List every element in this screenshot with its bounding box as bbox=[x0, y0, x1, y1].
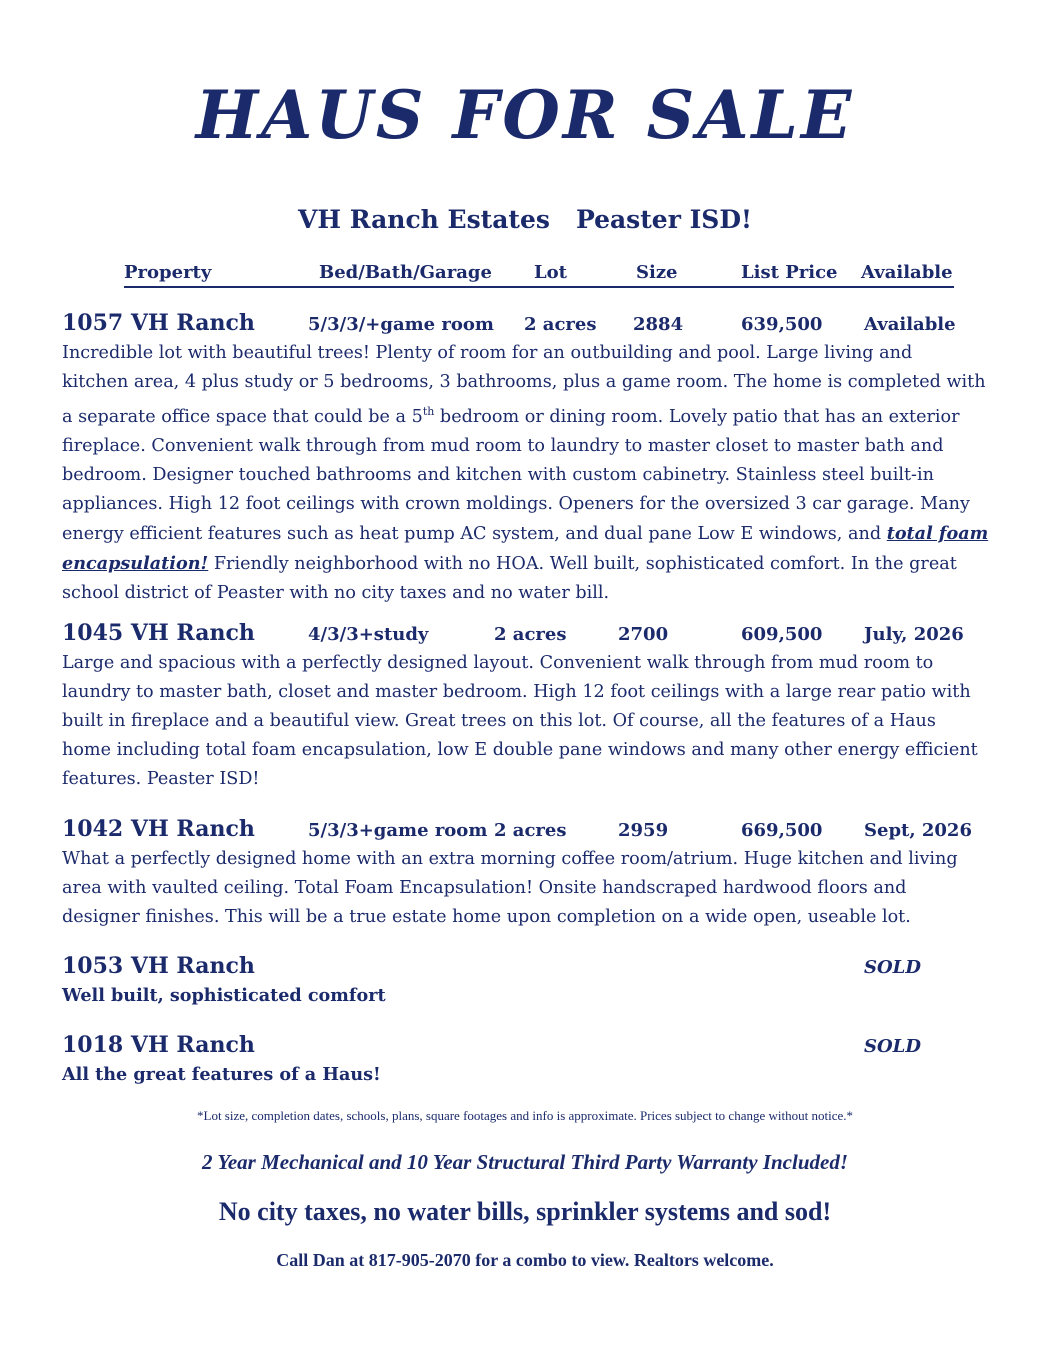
column-headers bbox=[124, 262, 954, 288]
sold-1053 bbox=[62, 952, 992, 1010]
listing-size: 2700 bbox=[618, 624, 669, 645]
description-line: area with vaulted ceiling. Total Foam Encapsulation! Onsite handscraped hardwood floors and bbox=[62, 878, 907, 898]
listing-row bbox=[62, 309, 992, 339]
description-line: kitchen area, 4 plus study or 5 bedrooms, 3 bathrooms, plus a game room. The home is completed with bbox=[62, 372, 986, 392]
listing-address: 1057 VH Ranch bbox=[62, 310, 255, 336]
warranty-note: 2 Year Mechanical and 10 Year Structural Third Party Warranty Included! bbox=[201, 1150, 849, 1174]
sold-address: 1018 VH Ranch bbox=[62, 1032, 255, 1058]
listing-description bbox=[62, 649, 992, 794]
sold-address: 1053 VH Ranch bbox=[62, 953, 255, 979]
sold-tagline: Well built, sophisticated comfort bbox=[62, 985, 386, 1006]
listing-size: 2884 bbox=[633, 314, 684, 335]
listing-address: 1042 VH Ranch bbox=[62, 816, 255, 842]
subdivision-name: VH Ranch Estates bbox=[298, 205, 550, 234]
listing-bed-bath-garage: 5/3/3+game room bbox=[308, 820, 488, 841]
description-line: school district of Peaster with no city taxes and no water bill. bbox=[62, 582, 610, 603]
foam-emphasis: total foam bbox=[886, 522, 989, 544]
listing-1042 bbox=[62, 815, 992, 932]
no-taxes-note: No city taxes, no water bills, sprinkler systems and sod! bbox=[218, 1197, 832, 1226]
description-line: energy efficient features such as heat pump AC system, and dual pane Low E windows, and bbox=[62, 523, 882, 544]
listing-row bbox=[62, 619, 992, 649]
disclaimer: *Lot size, completion dates, schools, plans, square footages and info is approximate. Prices subject to change without notice.* bbox=[197, 1108, 853, 1123]
listing-price: 609,500 bbox=[741, 624, 823, 645]
header-list-price: List Price bbox=[741, 262, 838, 283]
sold-1018 bbox=[62, 1031, 992, 1089]
listing-1057 bbox=[62, 309, 992, 608]
foam-emphasis-cont: encapsulation! bbox=[62, 552, 209, 574]
description-line: Large and spacious with a perfectly designed layout. Convenient walk through from mud room to bbox=[62, 653, 934, 673]
description-line: fireplace. Convenient walk through from mud room to laundry to master closet to master bath and bbox=[62, 435, 944, 456]
sold-status: SOLD bbox=[864, 1036, 921, 1057]
listing-lot: 2 acres bbox=[494, 624, 567, 645]
description-line: bedroom. Designer touched bathrooms and kitchen with custom cabinetry. Stainless steel built-in bbox=[62, 464, 934, 485]
description-line: appliances. High 12 foot ceilings with crown moldings. Openers for the oversized 3 car garage. Many bbox=[62, 493, 970, 514]
description-line: What a perfectly designed home with an extra morning coffee room/atrium. Huge kitchen and living bbox=[62, 849, 958, 869]
listing-bed-bath-garage: 4/3/3+study bbox=[308, 624, 429, 645]
sold-tagline: All the great features of a Haus! bbox=[62, 1064, 381, 1085]
listing-description bbox=[62, 339, 992, 608]
listing-row bbox=[62, 815, 992, 845]
listing-lot: 2 acres bbox=[494, 820, 567, 841]
description-line: laundry to master bath, closet and master bedroom. High 12 foot ceilings with a large rear patio with bbox=[62, 682, 971, 702]
sold-status: SOLD bbox=[864, 957, 921, 978]
listing-price: 669,500 bbox=[741, 820, 823, 841]
listing-description bbox=[62, 845, 992, 932]
listing-1045 bbox=[62, 619, 992, 794]
listing-lot: 2 acres bbox=[524, 314, 597, 335]
header-bed-bath-garage: Bed/Bath/Garage bbox=[319, 262, 492, 283]
description-line: designer finishes. This will be a true estate home upon completion on a wide open, useable lot. bbox=[62, 907, 911, 927]
listing-available: July, 2026 bbox=[864, 624, 964, 645]
contact-line: Call Dan at 817-905-2070 for a combo to view. Realtors welcome. bbox=[276, 1250, 774, 1270]
school-district: Peaster ISD! bbox=[575, 205, 752, 234]
sold-row bbox=[62, 1031, 992, 1061]
listing-address: 1045 VH Ranch bbox=[62, 620, 255, 646]
description-line: a separate office space that could be a 5th bedroom or dining room. Lovely patio that has an exterior bbox=[62, 405, 960, 427]
listing-available: Available bbox=[864, 314, 956, 335]
header-property: Property bbox=[124, 262, 212, 283]
listing-size: 2959 bbox=[618, 820, 669, 841]
listing-price: 639,500 bbox=[741, 314, 823, 335]
description-line: Incredible lot with beautiful trees! Plenty of room for an outbuilding and pool. Large living and bbox=[62, 343, 913, 363]
listing-available: Sept, 2026 bbox=[864, 820, 972, 841]
header-lot: Lot bbox=[534, 262, 567, 283]
description-line: Friendly neighborhood with no HOA. Well built, sophisticated comfort. In the great bbox=[213, 553, 957, 574]
flyer-title: HAUS FOR SALE bbox=[195, 76, 855, 154]
description-line: home including total foam encapsulation, low E double pane windows and many other energy efficient bbox=[62, 740, 978, 760]
sold-row bbox=[62, 952, 992, 982]
header-size: Size bbox=[636, 262, 678, 283]
description-line: built in fireplace and a beautiful view. Great trees on this lot. Of course, all the features of a Haus bbox=[62, 711, 936, 731]
listing-bed-bath-garage: 5/3/3/+game room bbox=[308, 314, 494, 335]
subtitle bbox=[0, 205, 1050, 235]
description-line: features. Peaster ISD! bbox=[62, 769, 260, 789]
header-available: Available bbox=[861, 262, 953, 283]
